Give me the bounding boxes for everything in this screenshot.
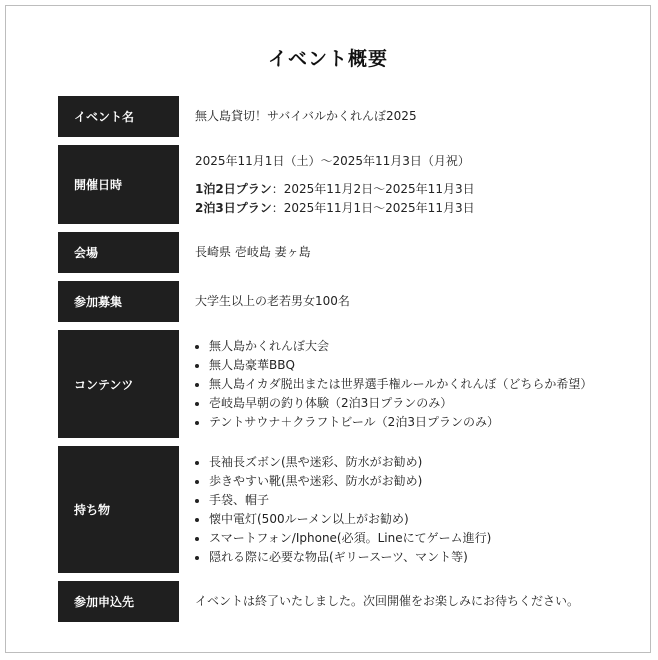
dates-main: 2025年11月1日（土）～2025年11月3日（月祝） (195, 153, 470, 168)
event-overview-panel (5, 5, 651, 653)
plan-2-name: 2泊3日プラン (195, 200, 272, 215)
event-info-table (58, 96, 618, 630)
row-label: 参加申込先 (58, 581, 179, 622)
venue-value: 長崎県 壱岐島 妻ヶ島 (195, 245, 311, 259)
row-value (179, 96, 618, 137)
row-recruit (58, 281, 618, 322)
list-item: • テントサウナ＋クラフトビール（2泊3日プランのみ） (209, 413, 618, 432)
list-item: • 長袖長ズボン(黒や迷彩、防水がお勧め) (209, 453, 618, 472)
row-venue (58, 232, 618, 273)
plan-1-line (195, 180, 618, 199)
row-label: 開催日時 (58, 145, 179, 224)
row-value (179, 281, 618, 322)
row-apply (58, 581, 618, 622)
row-dates (58, 145, 618, 224)
row-label: 会場 (58, 232, 179, 273)
plan-2-dates: ：2025年11月1日～2025年11月3日 (271, 200, 475, 215)
list-item: • 無人島かくれんぼ大会 (209, 337, 618, 356)
list-item: • 無人島豪華BBQ (209, 356, 618, 375)
row-value (179, 446, 618, 573)
list-item: • 隠れる際に必要な物品(ギリースーツ、マント等) (209, 548, 618, 567)
list-item: • 歩きやすい靴(黒や迷彩、防水がお勧め) (209, 472, 618, 491)
row-value (179, 330, 618, 438)
row-label: コンテンツ (58, 330, 179, 438)
row-label: イベント名 (58, 96, 179, 137)
plan-1-dates: ：2025年11月2日～2025年11月3日 (271, 181, 475, 196)
row-value (179, 581, 618, 622)
contents-list (195, 337, 618, 432)
row-value (179, 145, 618, 224)
recruit-value: 大学生以上の老若男女100名 (195, 294, 350, 308)
row-value (179, 232, 618, 273)
list-item: • 懐中電灯(500ルーメン以上がお勧め) (209, 510, 618, 529)
row-event-name (58, 96, 618, 137)
list-item: • 無人島イカダ脱出または世界選手権ルールかくれんぼ（どちらか希望） (209, 375, 618, 394)
list-item: • 手袋、帽子 (209, 491, 618, 510)
belongings-list (195, 453, 618, 567)
list-item: • 壱岐島早朝の釣り体験（2泊3日プランのみ） (209, 394, 618, 413)
row-label: 持ち物 (58, 446, 179, 573)
list-item: • スマートフォン/Iphone(必須。Lineにてゲーム進行) (209, 529, 618, 548)
row-belongings (58, 446, 618, 573)
row-label: 参加募集 (58, 281, 179, 322)
plan-1-name: 1泊2日プラン (195, 181, 272, 196)
plan-2-line (195, 199, 618, 218)
page-title: イベント概要 (267, 48, 388, 70)
apply-value: イベントは終了いたしました。次回開催をお楽しみにお待ちください。 (195, 594, 580, 608)
event-name-value: 無人島貸切！サバイバルかくれんぼ2025 (195, 109, 417, 123)
row-contents (58, 330, 618, 438)
